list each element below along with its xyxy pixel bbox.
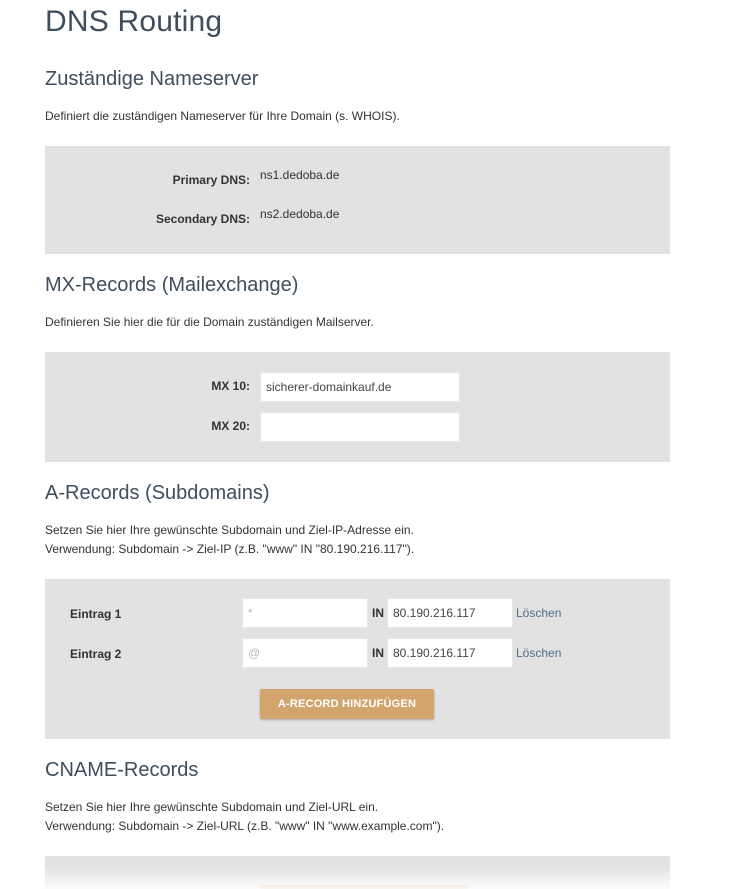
a-record-delete-link[interactable]: Löschen <box>516 606 562 620</box>
scroll-fade <box>0 866 729 889</box>
nameserver-panel <box>45 146 670 254</box>
a-record-subdomain-input[interactable]: * <box>242 598 368 628</box>
nameserver-description: Definiert die zuständigen Nameserver für Ihre Domain (s. WHOIS). <box>45 109 400 123</box>
mx-panel <box>45 352 670 462</box>
a-record-in-label: IN <box>372 606 384 620</box>
a-records-description-line2: Verwendung: Subdomain -> Ziel-IP (z.B. "www" IN "80.190.216.117"). <box>45 542 415 556</box>
page-title: DNS Routing <box>45 5 223 38</box>
a-record-entry-label: Eintrag 1 <box>70 607 122 621</box>
a-records-heading: A-Records (Subdomains) <box>45 482 270 504</box>
mx-description: Definieren Sie hier die für die Domain zuständigen Mailserver. <box>45 315 374 329</box>
mx10-label: MX 10: <box>211 379 250 393</box>
a-record-subdomain-input[interactable]: @ <box>242 638 368 668</box>
a-records-panel <box>45 579 670 739</box>
nameserver-heading: Zuständige Nameserver <box>45 68 259 90</box>
a-record-entry-label: Eintrag 2 <box>70 647 122 661</box>
mx20-input[interactable] <box>260 412 460 442</box>
mx20-label: MX 20: <box>211 419 250 433</box>
cname-heading: CNAME-Records <box>45 759 199 781</box>
a-record-delete-link[interactable]: Löschen <box>516 646 562 660</box>
mx10-input[interactable]: sicherer-domainkauf.de <box>260 372 460 402</box>
secondary-dns-label: Secondary DNS: <box>155 212 250 226</box>
primary-dns-value: ns1.dedoba.de <box>260 168 340 182</box>
a-record-in-label: IN <box>372 646 384 660</box>
cname-description-line2: Verwendung: Subdomain -> Ziel-URL (z.B. "www" IN "www.example.com"). <box>45 819 445 833</box>
a-records-description-line1: Setzen Sie hier Ihre gewünschte Subdomain und Ziel-IP-Adresse ein. <box>45 523 414 537</box>
mx-heading: MX-Records (Mailexchange) <box>45 274 299 296</box>
secondary-dns-value: ns2.dedoba.de <box>260 207 340 221</box>
add-a-record-button[interactable]: A-RECORD HINZUFÜGEN <box>260 689 434 719</box>
cname-description-line1: Setzen Sie hier Ihre gewünschte Subdomain und Ziel-URL ein. <box>45 800 379 814</box>
a-record-ip-input[interactable]: 80.190.216.117 <box>387 598 513 628</box>
primary-dns-label: Primary DNS: <box>172 173 250 187</box>
a-record-ip-input[interactable]: 80.190.216.117 <box>387 638 513 668</box>
